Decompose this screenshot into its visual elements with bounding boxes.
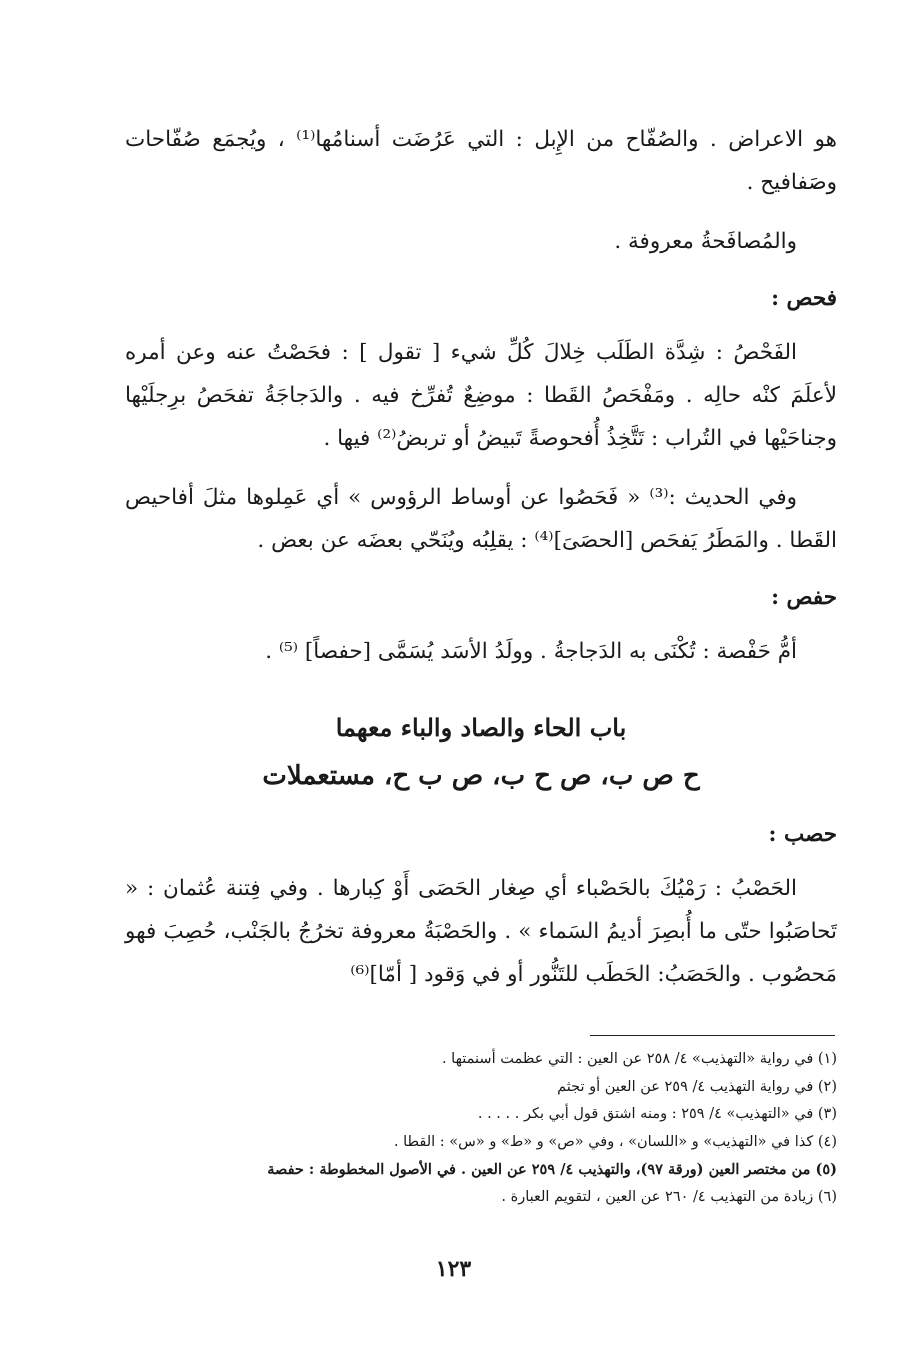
footnote-2: (٢) في رواية التهذيب ٤/ ٢٥٩ عن العين أو تجثم (557, 1078, 837, 1095)
entry-heading-fahs: فحص : (771, 286, 837, 311)
paragraph-hafs: أمُّ حَفْصة : تُكْنَى به الدَجاجةُ . وولَدُ الأسَد يُسَمَّى [حفصاً] ⁽⁵⁾ . (265, 639, 797, 664)
chapter-heading (125, 705, 837, 801)
paragraph-fahs-hadith: وفي الحديث :⁽³⁾ « فَحَصُوا عن أوساط الرؤوس » أي عَمِلوها مثلَ أفاحيص القَطا . والمَطَرُ يَفحَص [الحصَىَ]⁽⁴⁾ : يقلِبُه ويُنَحّي بعضَه عن بعض . (125, 485, 837, 553)
chapter-subtitle: ح ص ب، ص ح ب، ص ب ح، مستعملات (262, 761, 700, 791)
main-text (125, 118, 837, 1012)
paragraph-hasb: الحَصْبُ : رَمْيُكَ بالحَصْباء أي صِغار الحَصَى أَوْ كِبارها . وفي فِتنة عُثمان : « تَحاصَبُوا حتّى ما أُبصِرَ أديمُ السَماء » . والحَصْبَةُ معروفة تخرُجُ بالجَنْب، حُصِبَ فهو مَحصُوب . والحَصَبُ: الحَطَب للتَنُّور أو في وَقود [ أمّا]⁽⁶⁾ (125, 876, 837, 987)
page-number: ١٢٣ (435, 1256, 472, 1282)
chapter-title: باب الحاء والصاد والباء معهما (335, 713, 627, 742)
footnote-divider (590, 1035, 835, 1036)
footnote-1: (١) في رواية «التهذيب» ٤/ ٢٥٨ عن العين : التي عظمت أسنمتها . (441, 1051, 837, 1067)
footnotes (125, 1046, 837, 1211)
entry-heading-hasb: حصب : (768, 822, 837, 847)
footnote-5: (٥) من مختصر العين (ورقة ٩٧)، والتهذيب ٤/ ٢٥٩ عن العين . في الأصول المخطوطة : حفصة (267, 1161, 837, 1178)
paragraph-safh-end: هو الاعراض . والصُفّاح من الإِبل : التي عَرُضَت أسنامُها⁽¹⁾ ، ويُجمَع صُفّاحات وصَفافيح . (125, 127, 837, 195)
paragraph-musafaha: والمُصافَحةُ معروفة . (614, 229, 797, 254)
paragraph-fahs: الفَحْصُ : شِدَّة الطَلَب خِلالَ كُلِّ شيء [ تقول ] : فحَصْتُ عنه وعن أمره لأعلَمَ كنْه حالِه . ومَفْحَصُ القَطا : موضِعٌ تُفرِّخ فيه . والدَجاجَةُ تفحَصُ برِجلَيْها وجناحَيْها في التُراب : تَتَّخِذُ أُفحوصةً تَبيضُ أو تربضُ⁽²⁾ فيها . (125, 340, 837, 451)
footnote-6: (٦) زيادة من التهذيب ٤/ ٢٦٠ عن العين ، لتقويم العبارة . (501, 1188, 837, 1205)
footnote-3: (٣) في «التهذيب» ٤/ ٢٥٩ : ومنه اشتق قول أبي بكر . . . . . (477, 1106, 837, 1122)
footnote-4: (٤) كذا في «التهذيب» و «اللسان» ، وفي «ص» و «ط» و «س» : القطا . (393, 1133, 837, 1150)
entry-heading-hafs: حفص : (771, 585, 837, 610)
